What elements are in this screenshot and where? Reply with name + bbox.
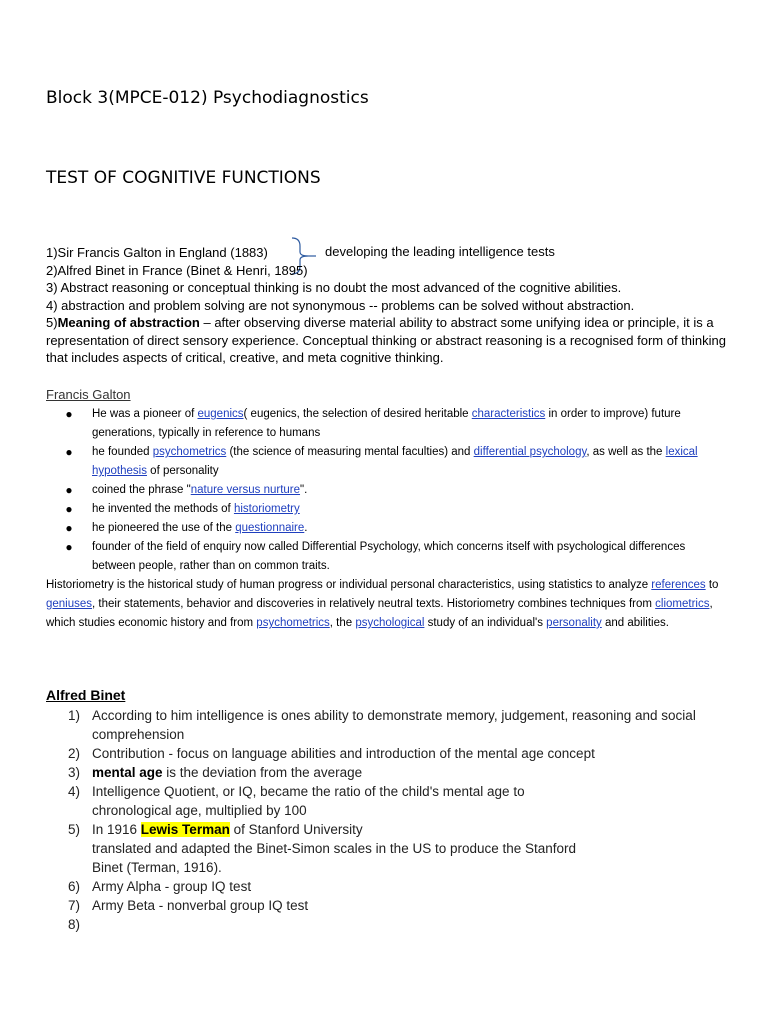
text: , the: [329, 617, 356, 629]
list-item: [64, 538, 724, 576]
text: he founded: [92, 446, 153, 458]
link-questionnaire[interactable]: questionnaire: [235, 522, 305, 534]
text: in order to improve) future generations, typically in reference to humans: [92, 408, 681, 439]
list-item: [64, 443, 724, 481]
link-psychometrics[interactable]: psychometrics: [152, 446, 227, 458]
item-number: 1): [68, 708, 81, 723]
list-item: [46, 744, 726, 763]
brace-note: developing the leading intelligence tests: [325, 244, 555, 259]
item-number: 2): [68, 746, 81, 761]
bullet-icon: ●: [65, 445, 73, 459]
item-text: Contribution - focus on language abilities and introduction of the mental age concept: [92, 746, 595, 761]
link-lexical-hypothesis[interactable]: lexical hypothesis: [92, 446, 698, 477]
item-text-line-3: Binet (Terman, 1916).: [92, 860, 222, 875]
text: of personality: [146, 465, 219, 477]
list-item: [64, 405, 724, 443]
list-item: [64, 519, 724, 538]
list-item: [64, 481, 724, 500]
abstraction-term: Meaning of abstraction: [57, 315, 200, 330]
mental-age-term: mental age: [92, 765, 163, 780]
link-psychological[interactable]: psychological: [355, 617, 425, 629]
bullet-icon: ●: [65, 407, 73, 421]
historiometry-paragraph: [46, 576, 736, 633]
list-item: [46, 820, 726, 877]
intro-line-5-prefix: 5): [46, 315, 58, 330]
item-number: 8): [68, 917, 81, 932]
text: Historiometry is the historical study of human progress or individual personal characteristics, using statistics to analyze: [46, 579, 652, 591]
list-item: [46, 763, 726, 782]
bullet-icon: ●: [65, 502, 73, 516]
link-eugenics[interactable]: eugenics: [197, 408, 244, 420]
alfred-binet-heading: Alfred Binet: [46, 687, 126, 703]
link-geniuses[interactable]: geniuses: [46, 598, 93, 610]
intro-line-5: [46, 314, 726, 367]
galton-bullet-list: [64, 405, 724, 576]
link-references[interactable]: references: [651, 579, 706, 591]
item-text: According to him intelligence is ones ability to demonstrate memory, judgement, reasoning and social comprehension: [92, 708, 696, 742]
intro-line-2: 2)Alfred Binet in France (Binet & Henri, 1895): [46, 262, 308, 278]
text: , their statements, behavior and discoveries in relatively neutral texts. Historiometry combines techniques from: [92, 598, 656, 610]
bullet-icon: ●: [65, 521, 73, 535]
item-text: of Stanford University: [229, 822, 363, 837]
text: ( eugenics, the selection of desired heritable: [243, 408, 472, 420]
list-item: [46, 896, 726, 915]
list-item: [46, 706, 726, 744]
text: , which studies economic history and from: [46, 598, 713, 629]
bullet-icon: ●: [65, 540, 73, 554]
section-title: TEST OF COGNITIVE FUNCTIONS: [46, 168, 321, 188]
text: coined the phrase ": [92, 484, 191, 496]
link-historiometry[interactable]: historiometry: [233, 503, 300, 515]
list-item: [46, 782, 726, 820]
text: and abilities.: [601, 617, 669, 629]
item-text-line-2: translated and adapted the Binet-Simon scales in the US to produce the Stanford: [92, 841, 577, 856]
link-differential-psychology[interactable]: differential psychology: [473, 446, 587, 458]
text: .: [304, 522, 308, 534]
intro-line-4: 4) abstraction and problem solving are not synonymous -- problems can be solved without abstraction.: [46, 297, 635, 313]
item-number: 3): [68, 765, 81, 780]
text: (the science of measuring mental faculties) and: [226, 446, 474, 458]
text: to: [705, 579, 719, 591]
text: He was a pioneer of: [92, 408, 198, 420]
list-item: [46, 877, 726, 896]
binet-numbered-list: [46, 706, 726, 932]
text: , as well as the: [586, 446, 666, 458]
link-nature-versus-nurture[interactable]: nature versus nurture: [190, 484, 301, 496]
item-text: Army Beta - nonverbal group IQ test: [92, 898, 309, 913]
text: he pioneered the use of the: [92, 522, 236, 534]
text: ".: [300, 484, 308, 496]
item-text: is the deviation from the average: [162, 765, 363, 780]
intro-line-3: 3) Abstract reasoning or conceptual thinking is no doubt the most advanced of the cognitive abilities.: [46, 280, 622, 295]
item-number: 4): [68, 784, 81, 799]
text: study of an individual's: [424, 617, 547, 629]
text: he invented the methods of: [92, 503, 234, 515]
intro-line-1: 1)Sir Francis Galton in England (1883): [46, 245, 268, 260]
document-title: Block 3(MPCE-012) Psychodiagnostics: [46, 88, 369, 108]
abstraction-definition: – after observing diverse material ability to abstract some unifying idea or principle, it is a representation of direct sensory experience. Conceptual thinking or abstract reasoning is a recognised form of thinking that includes aspects of critical, creative, and meta cognitive thinking.: [46, 315, 726, 365]
item-text: In 1916: [92, 822, 141, 837]
text: founder of the field of enquiry now called Differential Psychology, which concerns itself with psychological differences between people, rather than on common traits.: [92, 541, 686, 572]
link-psychometrics-2[interactable]: psychometrics: [256, 617, 330, 629]
item-number: 6): [68, 879, 81, 894]
item-number: 7): [68, 898, 81, 913]
intro-block: [46, 244, 726, 367]
lewis-terman-highlight: Lewis Terman: [140, 822, 230, 837]
link-personality[interactable]: personality: [546, 617, 602, 629]
item-text: Intelligence Quotient, or IQ, became the ratio of the child's mental age to chronological age, multiplied by 100: [92, 784, 525, 818]
item-text: Army Alpha - group IQ test: [92, 879, 252, 894]
bullet-icon: ●: [65, 483, 73, 497]
list-item: [64, 500, 724, 519]
link-cliometrics[interactable]: cliometrics: [655, 598, 710, 610]
link-characteristics[interactable]: characteristics: [471, 408, 546, 420]
francis-galton-heading: Francis Galton: [46, 387, 131, 402]
item-number: 5): [68, 822, 81, 837]
